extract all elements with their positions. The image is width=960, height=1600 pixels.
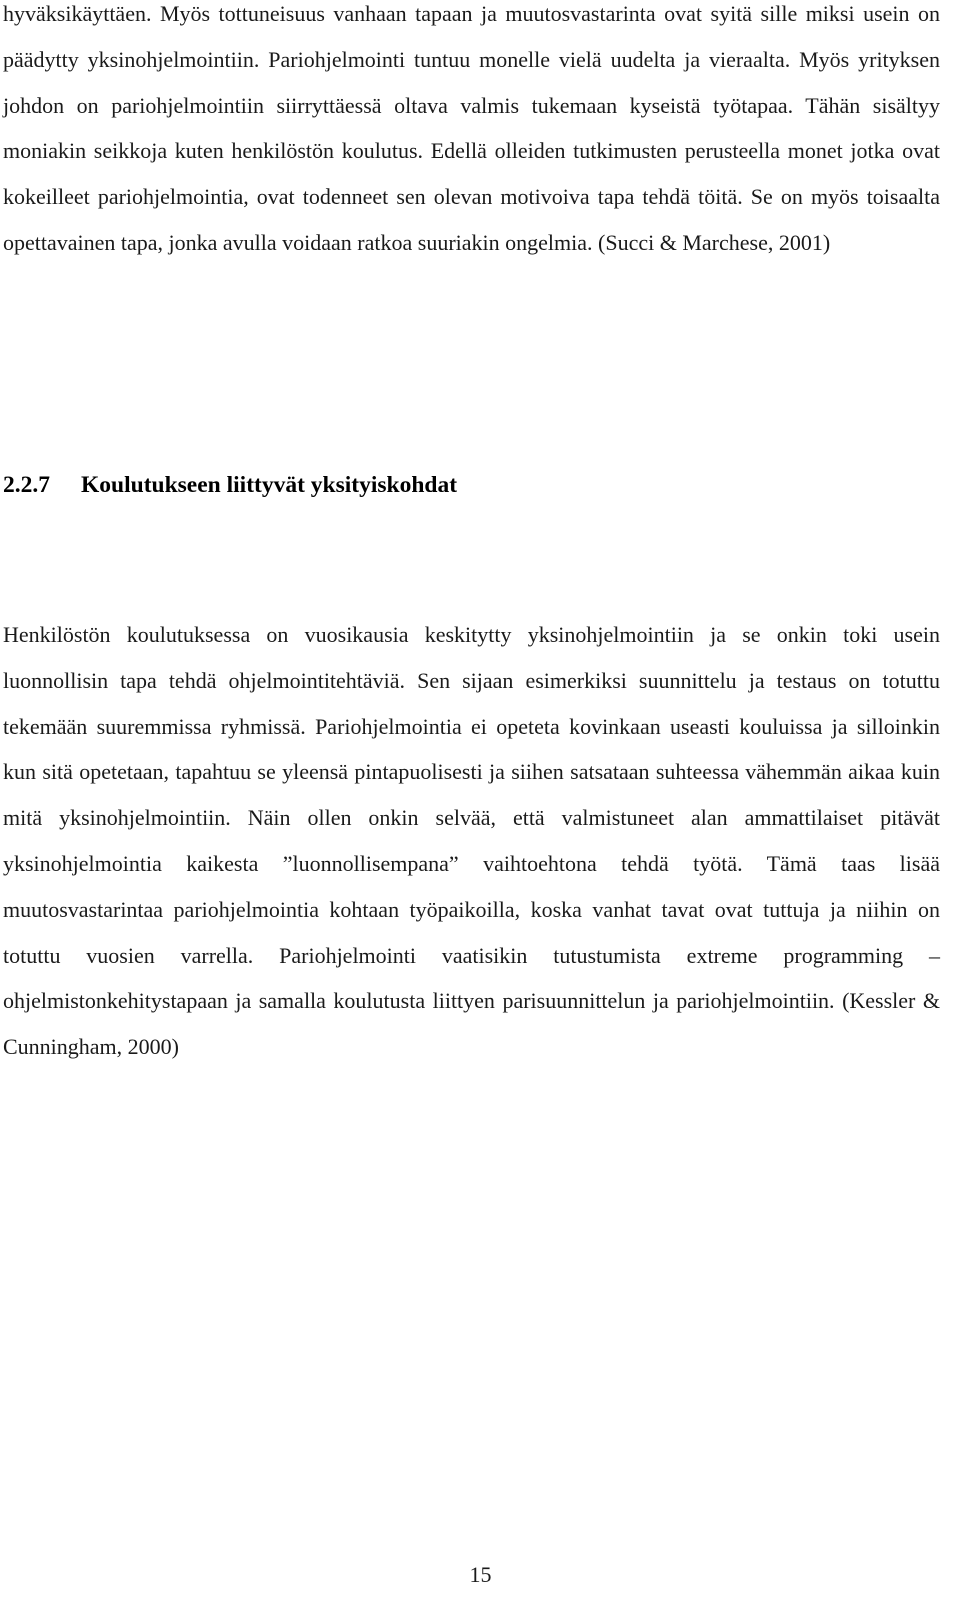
section-number: 2.2.7	[3, 472, 50, 498]
body-paragraph-intro: hyväksikäyttäen. Myös tottuneisuus vanhaan tapaan ja muutosvastarinta ovat syitä sille miksi usein on päädytty yksinohjelmointiin. Pariohjelmointi tuntuu monelle vielä uudelta ja vieraalta. Myös yrityksen johdon on pariohjelmointiin siirryttäessä oltava valmis tukemaan kyseistä työtapaa. Tähän sisältyy moniakin seikkoja kuten henkilöstön koulutus. Edellä olleiden tutkimusten perusteella monet jotka ovat kokeilleet pariohjelmointia, ovat todenneet sen olevan motivoiva tapa tehdä töitä. Se on myös toisaalta opettavainen tapa, jonka avulla voidaan ratkoa suuriakin ongelmia. (Succi & Marchese, 2001)	[3, 1, 940, 255]
document-page	[3, 0, 940, 1600]
body-paragraph-training: Henkilöstön koulutuksessa on vuosikausia keskitytty yksinohjelmointiin ja se onkin toki usein luonnollisin tapa tehdä ohjelmointitehtäviä. Sen sijaan esimerkiksi suunnittelu ja testaus on totuttu tekemään suuremmissa ryhmissä. Pariohjelmointia ei opeteta kovinkaan useasti kouluissa ja silloinkin kun sitä opetetaan, tapahtuu se yleensä pintapuolisesti ja siihen satsataan suhteessa vähemmän aikaa kuin mitä yksinohjelmointiin. Näin ollen onkin selvää, että valmistuneet alan ammattilaiset pitävät yksinohjelmointia kaikesta ”luonnollisempana” vaihtoehtona tehdä työtä. Tämä taas lisää muutosvastarintaa pariohjelmointia kohtaan työpaikoilla, koska vanhat tavat ovat tuttuja ja niihin on totuttu vuosien varrella. Pariohjelmointi vaatisikin tutustumista extreme programming – ohjelmistonkehitystapaan ja samalla koulutusta liittyen parisuunnittelun ja pariohjelmointiin. (Kessler & Cunningham, 2000)	[3, 622, 940, 1060]
section-heading	[3, 463, 457, 508]
page-number: 15	[469, 1562, 492, 1587]
section-title: Koulutukseen liittyvät yksityiskohdat	[81, 472, 458, 498]
